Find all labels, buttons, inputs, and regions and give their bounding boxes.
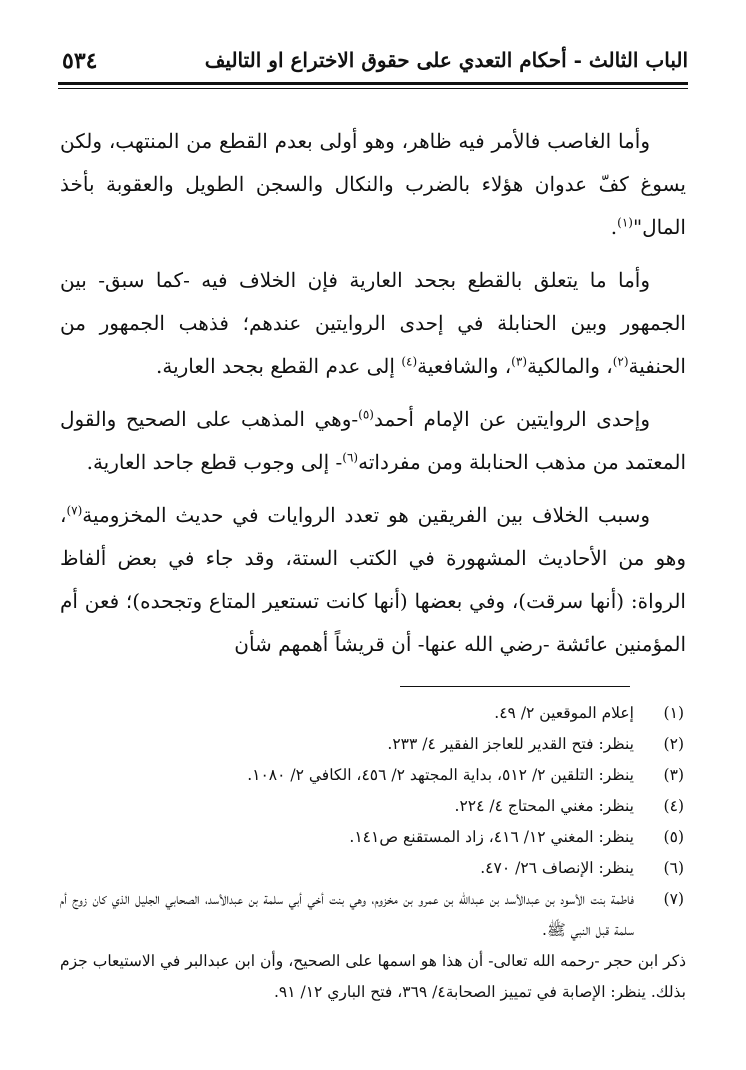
- footnote-separator: [400, 686, 630, 687]
- footnote-text: فاطمة بنت الأسود بن عبدالأسد بن عبدالله بن عمرو بن مخزوم، وهي بنت أخي أبي سلمة بن عبدالأسد، الصحابي الجليل الذي كان زوج أم سلمة قبل النبي ﷺ.: [60, 890, 634, 939]
- footnote-number: (٥): [663, 828, 684, 846]
- paragraph-4: [60, 494, 686, 666]
- footnote: [60, 698, 686, 729]
- header-rule-thick: [58, 82, 688, 85]
- footnotes: [60, 698, 686, 1008]
- footnote-ref-7[interactable]: (٧): [66, 503, 83, 518]
- footnote-ref-3[interactable]: (٣): [511, 354, 527, 369]
- footnote: [60, 822, 686, 853]
- page-header: [58, 44, 688, 84]
- footnote-text: ينظر: المغني ١٢/ ٤١٦، زاد المستقنع ص١٤١.: [349, 828, 634, 846]
- footnote-number: (٤): [663, 797, 684, 815]
- paragraph-2: [60, 259, 686, 388]
- paragraph-text: وأما الغاصب فالأمر فيه ظاهر، وهو أولى بعدم القطع من المنتهب، ولكن يسوغ كفّ عدوان هؤلاء بالضرب والنكال والسجن الطويل والعقوبة بأخذ المال": [60, 129, 686, 239]
- main-text: [60, 120, 686, 676]
- footnote: [60, 791, 686, 822]
- paragraph-text: - إلى وجوب قطع جاحد العارية.: [86, 450, 343, 474]
- paragraph-text: ، وهو من الأحاديث المشهورة في الكتب الستة، وقد جاء في بعض ألفاظ الرواة: (أنها سرقت)، وفي بعضها (أنها كانت تستعير المتاع وتجحده)؛ فعن أم المؤمنين عائشة -رضي الله عنها- أن قريشاً أهمهم شأن: [60, 503, 686, 656]
- paragraph-text: وإحدى الروايتين عن الإمام أحمد: [373, 407, 650, 431]
- footnote-ref-4[interactable]: (٤): [401, 354, 418, 369]
- paragraph-text: ، والمالكية: [527, 354, 613, 378]
- paragraph-1: [60, 120, 686, 249]
- header-rule-thin: [58, 88, 688, 89]
- footnote-number: (٦): [663, 859, 684, 877]
- footnote-ref-5[interactable]: (٥): [358, 407, 374, 422]
- footnote-text: إعلام الموقعين ٢/ ٤٩.: [494, 704, 634, 722]
- page-number: ٥٣٤: [62, 48, 98, 74]
- footnote-ref-1[interactable]: (١): [617, 215, 633, 230]
- footnote-text: ينظر: الإنصاف ٢٦/ ٤٧٠.: [480, 859, 634, 877]
- footnote: [60, 884, 686, 946]
- footnote-continuation: ذكر ابن حجر -رحمه الله تعالى- أن هذا هو اسمها على الصحيح، وأن ابن عبدالبر في الاستيعاب جزم بذلك. ينظر: الإصابة في تمييز الصحابة٤/ ٣٦٩، فتح الباري ١٢/ ٩١.: [60, 952, 686, 1001]
- footnote-ref-2[interactable]: (٢): [612, 354, 629, 369]
- running-title: الباب الثالث - أحكام التعدي على حقوق الاختراع او التاليف: [204, 48, 688, 72]
- paragraph-3: [60, 398, 686, 484]
- paragraph-text: وسبب الخلاف بين الفريقين هو تعدد الروايات في حديث المخزومية: [82, 503, 650, 527]
- footnote: [60, 853, 686, 884]
- footnote-text: ينظر: التلقين ٢/ ٥١٢، بداية المجتهد ٢/ ٤٥٦، الكافي ٢/ ١٠٨٠.: [247, 766, 634, 784]
- paragraph-text: -وهي المذهب على الصحيح والقول المعتمد من مذهب الحنابلة ومن مفرداته: [60, 407, 686, 474]
- paragraph-tail: .: [610, 215, 618, 239]
- footnote-text: ينظر: فتح القدير للعاجز الفقير ٤/ ٢٣٣.: [387, 735, 634, 753]
- footnote-number: (٣): [663, 766, 684, 784]
- footnote: [60, 760, 686, 791]
- paragraph-text: وأما ما يتعلق بالقطع بجحد العارية فإن الخلاف فيه -كما سبق- بين الجمهور وبين الحنابلة في إحدى الروايتين عندهم؛ فذهب الجمهور من الحنفية: [60, 268, 686, 378]
- footnote-number: (٢): [663, 735, 684, 753]
- footnote: [60, 729, 686, 760]
- footnote-number: (٧): [663, 890, 684, 908]
- paragraph-text: ، والشافعية: [417, 354, 512, 378]
- footnote-ref-6[interactable]: (٦): [342, 450, 359, 465]
- paragraph-text: إلى عدم القطع بجحد العارية.: [155, 354, 402, 378]
- footnote-text: ينظر: مغني المحتاج ٤/ ٢٢٤.: [454, 797, 634, 815]
- footnote-number: (١): [663, 704, 684, 722]
